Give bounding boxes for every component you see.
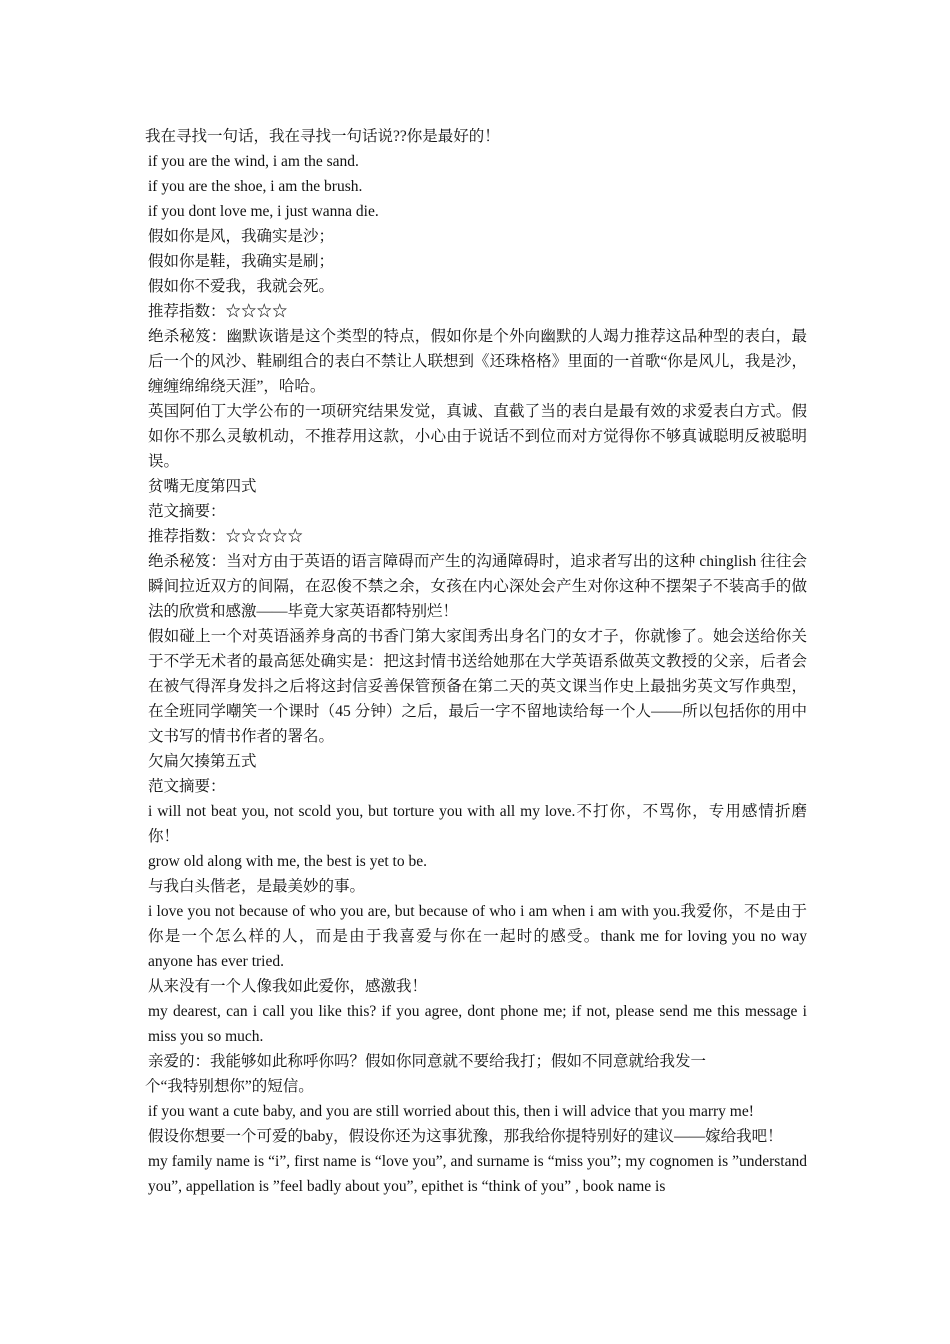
intro-line: 我在寻找一句话，我在寻找一句话说??你是最好的！ — [145, 128, 500, 145]
english-line-wind: if you are the wind, i am the sand. — [148, 153, 359, 170]
sample-label-1: 范文摘要： — [148, 503, 226, 520]
torture-paragraph: i will not beat you, not scold you, but torture you with all my love.不打你，不骂你，专用感情折磨你！ — [148, 803, 807, 845]
grow-old-chinese-line: 与我白头偕老，是最美妙的事。 — [148, 878, 366, 895]
thank-me-chinese-line: 从来没有一个人像我如此爱你，感激我！ — [148, 978, 428, 995]
tip-paragraph-1: 绝杀秘笈：幽默诙谐是这个类型的特点，假如你是个外向幽默的人竭力推荐这品种型的表白，最后一个的风沙、鞋刷组合的表白不禁让人联想到《还珠格格》里面的一首歌“你是风儿，我是沙，缠缠绵绵绕天涯”，哈哈。 — [148, 328, 807, 395]
family-name-paragraph: my family name is “i”, first name is “love you”, and surname is “miss you”; my cognomen is ”understand you”, appellation is ”feel badly about you”, epithet is “think of you” , book name is — [148, 1153, 807, 1195]
love-you-paragraph: i love you not because of who you are, but because of who i am when i am with you.我爱你，不是由于你是一个怎么样的人，而是由于我喜爱与你在一起时的感受。thank me for loving you no way anyone has ever tried. — [148, 903, 807, 970]
chinese-line-shoe: 假如你是鞋，我确实是刷； — [148, 253, 335, 270]
section-heading-5: 欠扁欠揍第五式 — [148, 753, 257, 770]
rating-line-1: 推荐指数：☆☆☆☆ — [148, 303, 288, 320]
dearest-chinese-line-1: 亲爱的：我能够如此称呼你吗？假如你同意就不要给我打；假如不同意就给我发一 — [148, 1053, 707, 1070]
warning-paragraph: 假如碰上一个对英语涵养身高的书香门第大家闺秀出身名门的女才子，你就惨了。她会送给你关于不学无术者的最高惩处确实是：把这封情书送给她那在大学英语系做英文教授的父亲，后者会在被气得浑身发抖之后将这封信妥善保管预备在第二天的英文课当作史上最拙劣英文写作典型，在全班同学嘲笑一个课时（45 分钟）之后，最后一字不留地读给每一个人——所以包括你的用中文书写的情书作者的署名。 — [148, 628, 807, 745]
english-line-shoe: if you are the shoe, i am the brush. — [148, 178, 363, 195]
research-paragraph: 英国阿伯丁大学公布的一项研究结果发觉，真诚、直截了当的表白是最有效的求爱表白方式。假如你不那么灵敏机动，不推荐用这款，小心由于说话不到位而对方觉得你不够真诚聪明反被聪明误。 — [148, 403, 807, 470]
chinese-line-wind: 假如你是风，我确实是沙； — [148, 228, 335, 245]
chinese-line-die: 假如你不爱我，我就会死。 — [148, 278, 335, 295]
sample-label-2: 范文摘要： — [148, 778, 226, 795]
document-page — [145, 124, 807, 1199]
grow-old-line: grow old along with me, the best is yet to be. — [148, 853, 427, 870]
section-heading-4: 贫嘴无度第四式 — [148, 478, 257, 495]
dearest-paragraph: my dearest, can i call you like this? if you agree, dont phone me; if not, please send me this message i miss you so much. — [148, 1003, 807, 1045]
english-line-die: if you dont love me, i just wanna die. — [148, 203, 379, 220]
cute-baby-chinese-paragraph: 假设你想要一个可爱的baby，假设你还为这事犹豫，那我给你提特别好的建议——嫁给我吧！ — [148, 1128, 783, 1145]
tip-paragraph-2: 绝杀秘笈：当对方由于英语的语言障碍而产生的沟通障碍时，追求者写出的这种 chinglish 往往会瞬间拉近双方的间隔，在忍俊不禁之余，女孩在内心深处会产生对你这种不摆架子不装高手的做法的欣赏和感激——毕竟大家英语都特别烂！ — [148, 553, 807, 620]
rating-line-2: 推荐指数：☆☆☆☆☆ — [148, 528, 304, 545]
cute-baby-line: if you want a cute baby, and you are still worried about this, then i will advice that you marry me! — [148, 1103, 754, 1120]
dearest-chinese-line-2: 个“我特别想你”的短信。 — [145, 1078, 314, 1095]
